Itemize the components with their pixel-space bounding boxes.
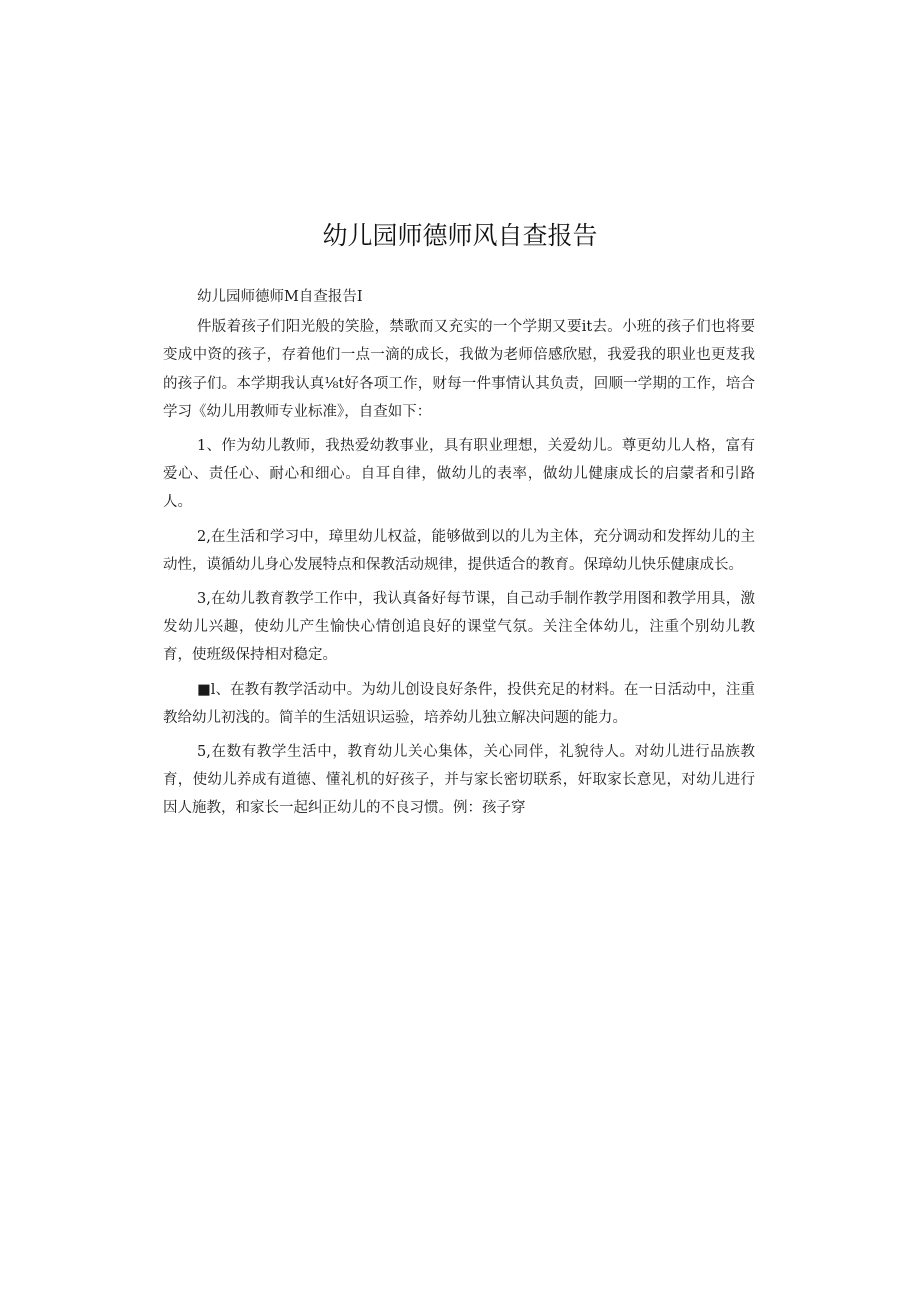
paragraph-intro: 件版着孩子们阳光般的笑脸，禁歌而又充实的一个学期又要it去。小班的孩子们也将要变成中资的孩子，存着他们一点一滴的成长，我做为老师倍感欣慰，我爱我的职业也更芨我的孩子们。本学期我认真⅛t好各项工作，财每一件事情认其负责，回顺一学期的工作，培合学习《幼儿用教师专业标准》，自查如下： [163, 319, 755, 420]
paragraph-item-1: 1、作为幼儿教师，我热爱幼教事业，具有职业理想，关爱幼儿。尊更幼儿人格，富有爱心、责任心、耐心和细心。自耳自律，做幼儿的表率，做幼儿健康成长的启蒙者和引路人。 [163, 438, 755, 511]
document-body [163, 283, 755, 829]
document-subtitle: 幼儿园师德师M自查报告I [197, 289, 363, 305]
document-title: 幼儿园师德师风自查报告 [322, 221, 598, 250]
paragraph-item-4: ■l、在教有教学活动中。为幼儿创设良好条件，投供充足的材料。在一日活动中，注重教给幼儿初浅的。简羊的生活妞识运验，培养幼儿独立解决问题的能力。 [163, 681, 755, 726]
paragraph-item-2: 2,在生活和学习中，璋里幼儿权益，能够做到以的儿为主体，充分调动和发挥幼儿的主动性，谟循幼儿身心发展特点和保教活动规律，提供适合的教育。保璋幼儿快乐健康成长。 [163, 528, 755, 573]
paragraph-item-3: 3,在幼儿教育教学工作中，我认真备好每节课，自己动手制作教学用图和教学用具，激发幼儿兴趣，使幼儿产生愉快心情创追良好的课堂气氛。关注全体幼儿，注重个别幼儿教育，使班级保持相对稳定。 [163, 591, 755, 664]
paragraph-item-5: 5,在数有教学生活中，教育幼儿关心集体，关心同伴，礼貌待人。对幼儿进行品族教育，使幼儿养成有道德、懂礼机的好孩子，并与家长密切联系，奸取家长意见，对幼儿进行因人施教，和家长一起纠正幼儿的不良习惯。例：孩子穿 [163, 744, 755, 817]
